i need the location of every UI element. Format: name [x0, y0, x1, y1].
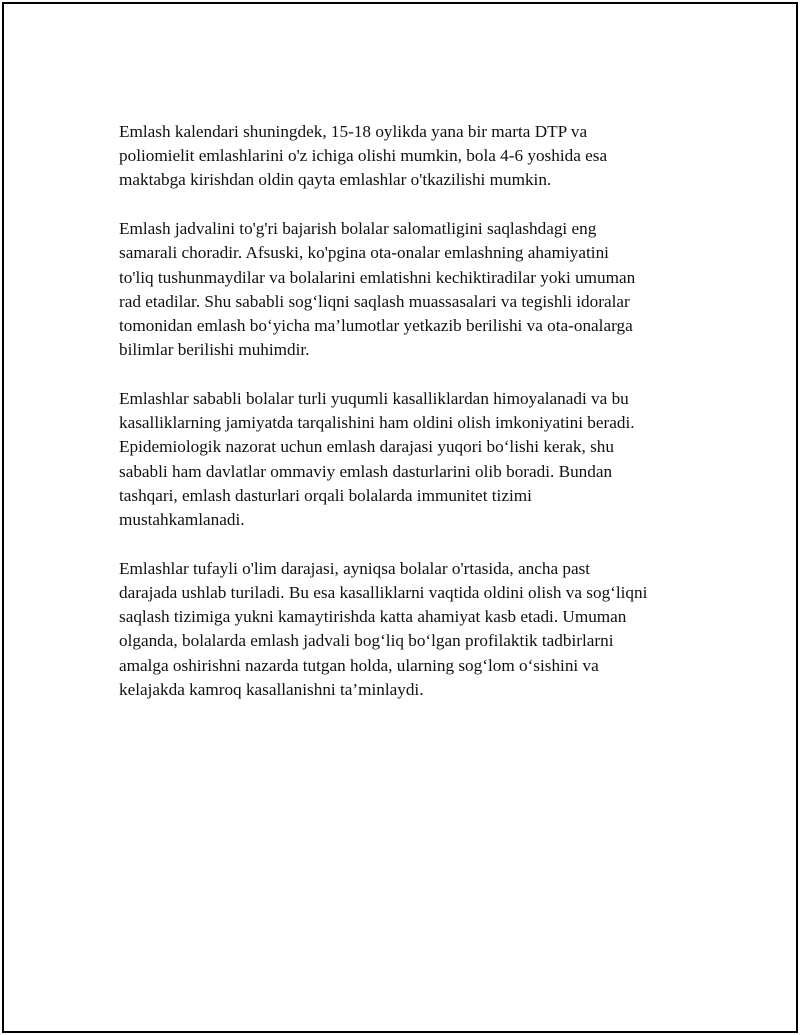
text-line: saqlash tizimiga yukni kamaytirishda katta ahamiyat kasb etadi. Umuman — [119, 607, 627, 627]
paragraph-4 — [119, 557, 709, 702]
text-line: Emlashlar tufayli o'lim darajasi, ayniqsa bolalar o'rtasida, ancha past — [119, 558, 591, 578]
text-line: maktabga kirishdan oldin qayta emlashlar o'tkazilishi mumkin. — [119, 170, 552, 190]
text-line: kasalliklarning jamiyatda tarqalishini ham oldini olish imkoniyatini beradi. — [119, 413, 635, 433]
paragraph-1 — [119, 120, 709, 193]
text-line: olganda, bolalarda emlash jadvali bog‘liq bo‘lgan profilaktik tadbirlarni — [119, 631, 614, 651]
text-line: darajada ushlab turiladi. Bu esa kasalliklarni vaqtida oldini olish va sog‘liqni — [119, 583, 648, 603]
text-line: amalga oshirishni nazarda tutgan holda, ularning sog‘lom o‘sishini va — [119, 655, 599, 675]
text-line: rad etadilar. Shu sababli sog‘liqni saqlash muassasalari va tegishli idoralar — [119, 291, 630, 311]
text-line: bilimlar berilishi muhimdir. — [119, 340, 310, 360]
text-line: tashqari, emlash dasturlari orqali bolalarda immunitet tizimi — [119, 485, 532, 505]
document-page — [2, 2, 798, 1033]
text-line: Epidemiologik nazorat uchun emlash darajasi yuqori bo‘lishi kerak, shu — [119, 437, 614, 457]
text-line: Emlashlar sababli bolalar turli yuqumli kasalliklardan himoyalanadi va bu — [119, 389, 629, 409]
text-line: tomonidan emlash bo‘yicha ma’lumotlar yetkazib berilishi va ota-onalarga — [119, 316, 633, 336]
text-line: kelajakda kamroq kasallanishni ta’minlaydi. — [119, 679, 424, 699]
text-line: Emlash jadvalini to'g'ri bajarish bolalar salomatligini saqlashdagi eng — [119, 219, 597, 239]
text-line: to'liq tushunmaydilar va bolalarini emlatishni kechiktiradilar yoki umuman — [119, 267, 636, 287]
document-body — [119, 120, 709, 727]
text-line: poliomielit emlashlarini o'z ichiga olishi mumkin, bola 4-6 yoshida esa — [119, 146, 608, 166]
text-line: mustahkamlanadi. — [119, 510, 245, 530]
paragraph-2 — [119, 217, 709, 362]
text-line: Emlash kalendari shuningdek, 15-18 oylikda yana bir marta DTP va — [119, 122, 588, 141]
paragraph-3 — [119, 387, 709, 532]
text-line: samarali choradir. Afsuski, ko'pgina ota-onalar emlashning ahamiyatini — [119, 243, 609, 263]
text-line: sababli ham davlatlar ommaviy emlash dasturlarini olib boradi. Bundan — [119, 461, 613, 481]
